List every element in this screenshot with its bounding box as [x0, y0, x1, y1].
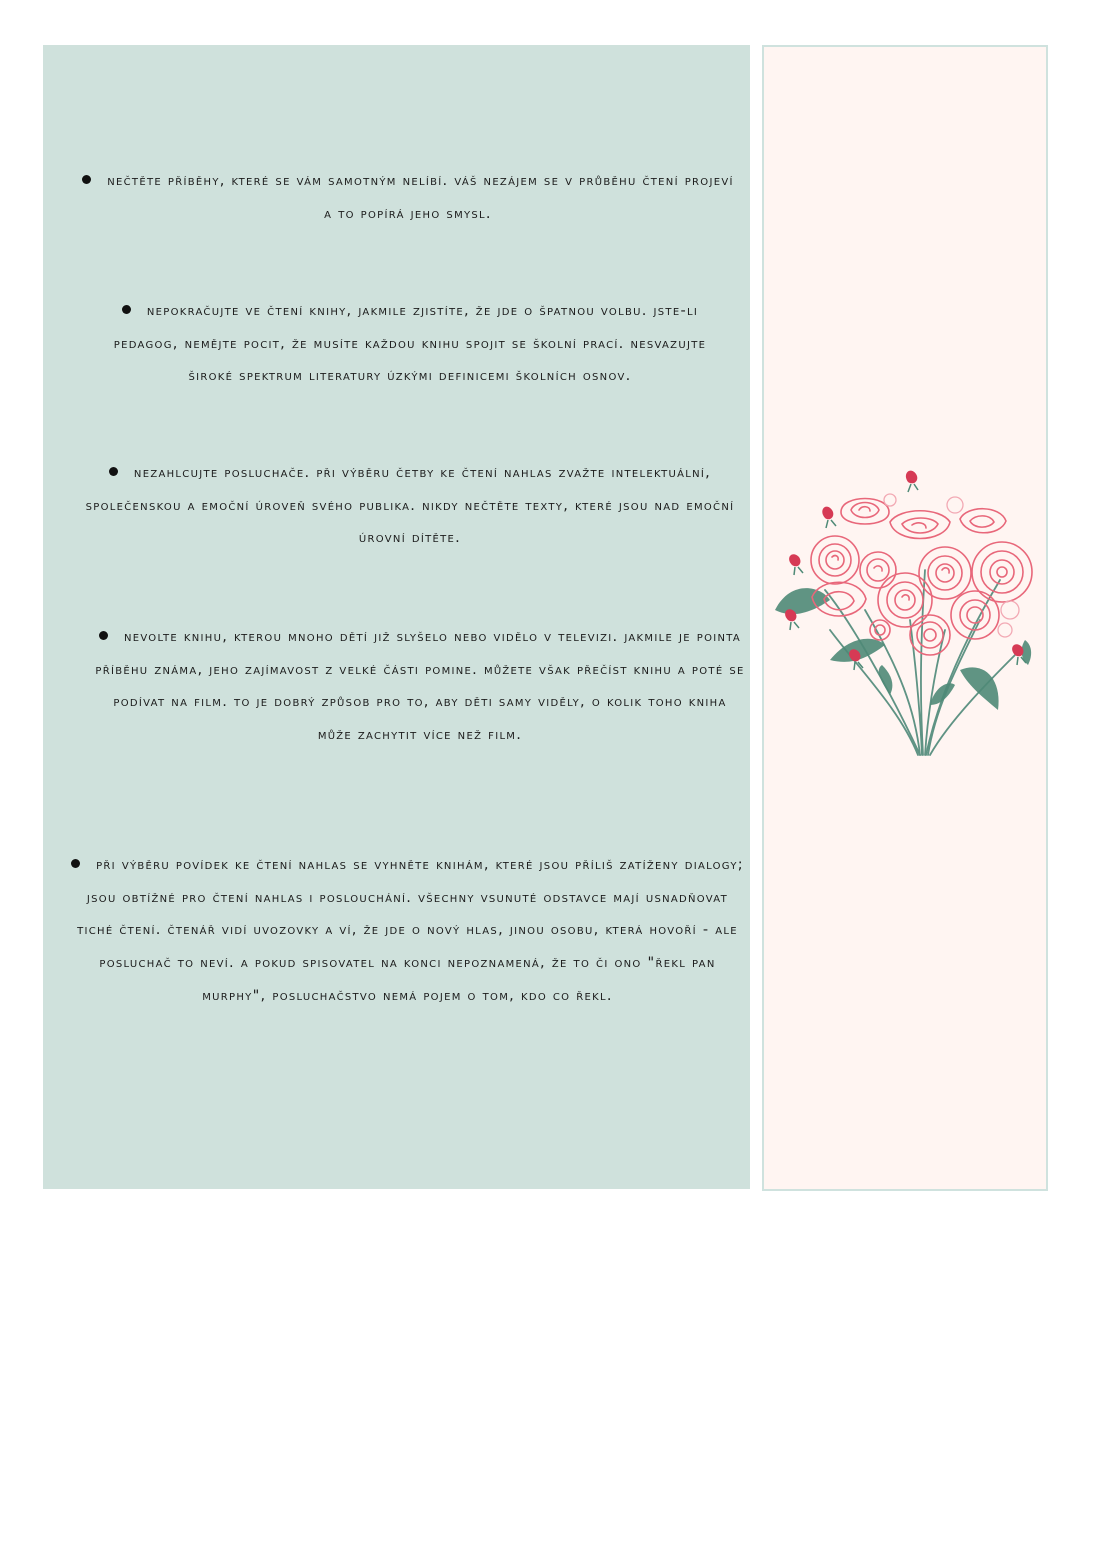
tip-item — [95, 621, 745, 752]
tip-text: nečtěte příběhy, které se vám samotným nelíbí. váš nezájem se v průběhu čtení projeví a to popírá jeho smysl. — [107, 173, 734, 222]
tip-text: nepokračujte ve čtení knihy, jakmile zjistíte, že jde o špatnou volbu. jste-li pedagog, nemějte pocit, že musíte každou knihu spojit se školní prací. nesvazujte široké spektrum literatury úzkými definicemi školních osnov. — [113, 303, 707, 385]
bullet-icon — [99, 631, 108, 640]
tip-text: nevolte knihu, kterou mnoho dětí již slyšelo nebo vidělo v televizi. jakmile je pointa příběhu známa, jeho zajímavost z velké části pomine. můžete však přečíst knihu a poté se podívat na film. to je dobrý způsob pro to, aby děti samy viděly, o kolik toho kniha může zachytit více než film. — [95, 629, 745, 744]
tip-text: nezahlcujte posluchače. při výběru četby ke čtení nahlas zvažte intelektuální, společenskou a emoční úroveň svého publika. nikdy nečtěte texty, které jsou nad emoční úrovní dítěte. — [85, 465, 735, 547]
tip-item — [78, 165, 738, 230]
tip-item — [70, 849, 745, 1013]
bullet-icon — [122, 305, 131, 314]
bullet-icon — [71, 859, 80, 868]
tip-text: při výběru povídek ke čtení nahlas se vyhněte knihám, které jsou příliš zatíženy dialogy; jsou obtížné pro čtení nahlas i poslouchání. všechny vsunuté odstavce mají usnadňovat tiché čtení. čtenář vidí uvozovky a ví, že jde o nový hlas, jinou osobu, která hovoří - ale posluchač to neví. a pokud spisovatel na konci nepoznamená, že to či ono "řekl pan murphy", posluchačstvo nemá pojem o tom, kdo co řekl. — [77, 857, 744, 1004]
tip-item — [85, 295, 735, 393]
leaves — [775, 588, 1031, 710]
bullet-icon — [109, 467, 118, 476]
bullet-icon — [82, 175, 91, 184]
flower-bouquet-icon — [770, 470, 1038, 770]
tip-item — [75, 457, 745, 555]
